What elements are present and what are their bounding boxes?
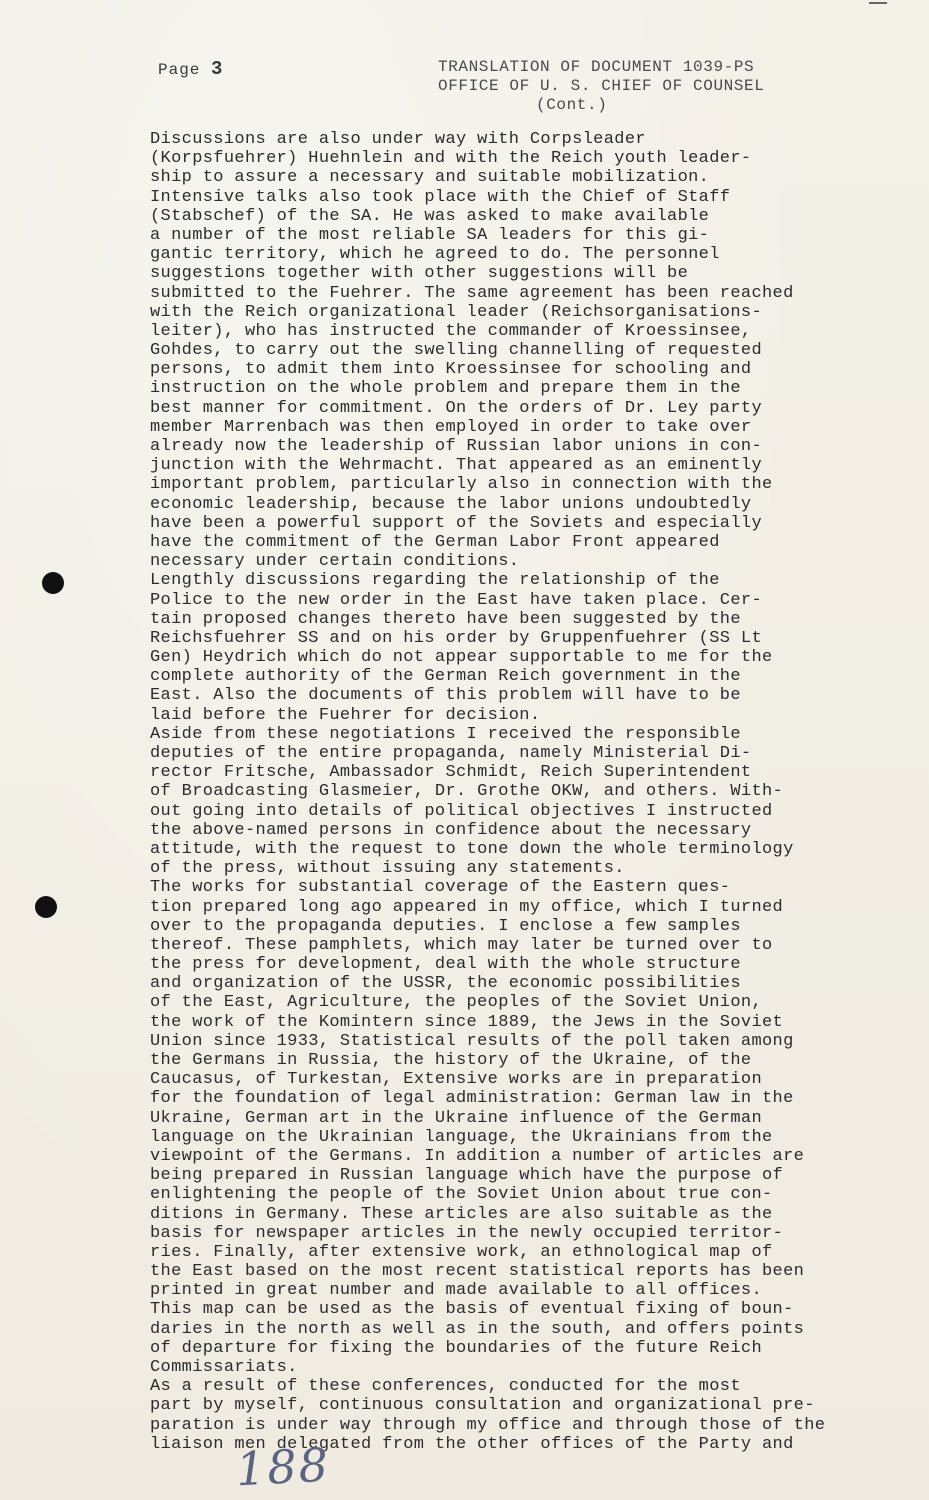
body-line: Gohdes, to carry out the swelling channelling of requested xyxy=(150,341,762,361)
punch-hole xyxy=(35,896,57,918)
body-line: a number of the most reliable SA leaders for this gi- xyxy=(150,225,710,245)
body-line: Intensive talks also took place with the Chief of Staff xyxy=(150,187,731,207)
body-line: suggestions together with other suggestions will be xyxy=(150,264,689,284)
body-line: member Marrenbach was then employed in order to take over xyxy=(150,417,752,437)
body-line: over to the propaganda deputies. I enclose a few samples xyxy=(150,916,741,936)
body-line: Commissariats. xyxy=(150,1358,298,1377)
body-line: Reichsfuehrer SS and on his order by Gruppenfuehrer (SS Lt xyxy=(150,628,762,648)
body-line: Ukraine, German art in the Ukraine influence of the German xyxy=(150,1108,762,1128)
body-line: printed in great number and made available to all offices. xyxy=(150,1281,762,1301)
handwritten-page-number: 188 xyxy=(234,1437,332,1497)
body-line: of the East, Agriculture, the peoples of the Soviet Union, xyxy=(150,993,762,1013)
body-line: of departure for fixing the boundaries of the future Reich xyxy=(150,1338,762,1358)
body-line: ship to assure a necessary and suitable mobilization. xyxy=(150,168,710,188)
body-line: junction with the Wehrmacht. That appeared as an eminently xyxy=(150,456,762,476)
body-line: have been a powerful support of the Soviets and especially xyxy=(150,513,762,533)
punch-hole xyxy=(42,572,64,594)
body-line: the press for development, deal with the whole structure xyxy=(150,955,741,975)
body-line: part by myself, continuous consultation and organizational pre- xyxy=(150,1396,815,1416)
body-line: Aside from these negotiations I received the responsible xyxy=(150,724,741,744)
body-line: have the commitment of the German Labor Front appeared xyxy=(150,532,720,552)
document-body xyxy=(150,130,885,1454)
body-line: language on the Ukrainian language, the Ukrainians from the xyxy=(150,1127,773,1147)
body-line: tion prepared long ago appeared in my office, which I turned xyxy=(150,897,784,917)
body-line: Police to the new order in the East have taken place. Cer- xyxy=(150,590,762,610)
body-line: Lengthly discussions regarding the relationship of the xyxy=(150,571,720,591)
body-line: of Broadcasting Glasmeier, Dr. Grothe OKW, and others. With- xyxy=(150,782,784,802)
body-line: gantic territory, which he agreed to do. The personnel xyxy=(150,245,720,265)
body-line: for the foundation of legal administration: German law in the xyxy=(150,1089,794,1109)
body-line: paration is under way through my office and through those of the xyxy=(150,1415,826,1435)
header-title-line2: OFFICE OF U. S. CHIEF OF COUNSEL xyxy=(438,77,765,95)
page-number: 3 xyxy=(211,58,224,80)
corner-mark xyxy=(869,2,887,4)
body-line: laid before the Fuehrer for decision. xyxy=(150,705,541,725)
header-title-line1: TRANSLATION OF DOCUMENT 1039-PS xyxy=(438,58,755,76)
body-line: attitude, with the request to tone down the whole terminology xyxy=(150,839,794,859)
body-line: persons, to admit them into Kroessinsee for schooling and xyxy=(150,360,752,380)
body-line: liaison men delegated from the other offices of the Party and xyxy=(150,1434,794,1454)
body-line: daries in the north as well as in the south, and offers points xyxy=(150,1319,805,1339)
body-line: viewpoint of the Germans. In addition a number of articles are xyxy=(150,1146,805,1166)
document-header xyxy=(438,58,764,115)
header-title-line3: (Cont.) xyxy=(536,96,608,114)
page-label xyxy=(158,58,223,80)
body-line: Caucasus, of Turkestan, Extensive works are in preparation xyxy=(150,1070,762,1090)
body-line: already now the leadership of Russian labor unions in con- xyxy=(150,437,762,456)
body-line: tain proposed changes thereto have been suggested by the xyxy=(150,609,741,629)
body-line: East. Also the documents of this problem will have to be xyxy=(150,686,741,706)
body-line: enlightening the people of the Soviet Union about true con- xyxy=(150,1185,773,1205)
body-line: and organization of the USSR, the economic possibilities xyxy=(150,974,741,994)
body-line: ries. Finally, after extensive work, an ethnological map of xyxy=(150,1242,773,1262)
body-line: economic leadership, because the labor unions undoubtedly xyxy=(150,494,752,514)
body-line: the work of the Komintern since 1889, the Jews in the Soviet xyxy=(150,1012,784,1032)
body-line: instruction on the whole problem and prepare them in the xyxy=(150,379,741,399)
body-line: Union since 1933, Statistical results of the poll taken among xyxy=(150,1031,794,1051)
body-line: out going into details of political objectives I instructed xyxy=(150,801,773,821)
body-line: (Stabschef) of the SA. He was asked to make available xyxy=(150,206,710,226)
body-line: important problem, particularly also in connection with the xyxy=(150,475,773,495)
body-line: This map can be used as the basis of eventual fixing of boun- xyxy=(150,1300,794,1320)
body-line: deputies of the entire propaganda, namely Ministerial Di- xyxy=(150,744,752,763)
body-line: (Korpsfuehrer) Huehnlein and with the Reich youth leader- xyxy=(150,149,752,169)
body-line: the East based on the most recent statistical reports has been xyxy=(150,1262,805,1282)
body-line: thereof. These pamphlets, which may later be turned over to xyxy=(150,935,773,955)
body-line: of the press, without issuing any statements. xyxy=(150,859,625,879)
body-line: best manner for commitment. On the orders of Dr. Ley party xyxy=(150,398,762,418)
body-line: being prepared in Russian language which have the purpose of xyxy=(150,1166,784,1186)
body-line: Gen) Heydrich which do not appear supportable to me for the xyxy=(150,648,773,668)
body-line: the above-named persons in confidence about the necessary xyxy=(150,820,752,840)
body-line: basis for newspaper articles in the newly occupied territor- xyxy=(150,1223,784,1243)
body-line: Discussions are also under way with Corpsleader xyxy=(150,130,646,149)
body-line: As a result of these conferences, conducted for the most xyxy=(150,1377,741,1397)
body-line: necessary under certain conditions. xyxy=(150,552,520,572)
body-line: the Germans in Russia, the history of the Ukraine, of the xyxy=(150,1051,752,1070)
page-label-text: Page xyxy=(158,61,201,79)
body-line: rector Fritsche, Ambassador Schmidt, Reich Superintendent xyxy=(150,763,752,783)
body-line: ditions in Germany. These articles are also suitable as the xyxy=(150,1204,773,1224)
body-line: The works for substantial coverage of the Eastern ques- xyxy=(150,878,731,898)
body-line: submitted to the Fuehrer. The same agreement has been reached xyxy=(150,283,794,303)
body-line: complete authority of the German Reich government in the xyxy=(150,667,741,687)
body-line: leiter), who has instructed the commander of Kroessinsee, xyxy=(150,321,752,341)
body-line: with the Reich organizational leader (Reichsorganisations- xyxy=(150,302,762,322)
